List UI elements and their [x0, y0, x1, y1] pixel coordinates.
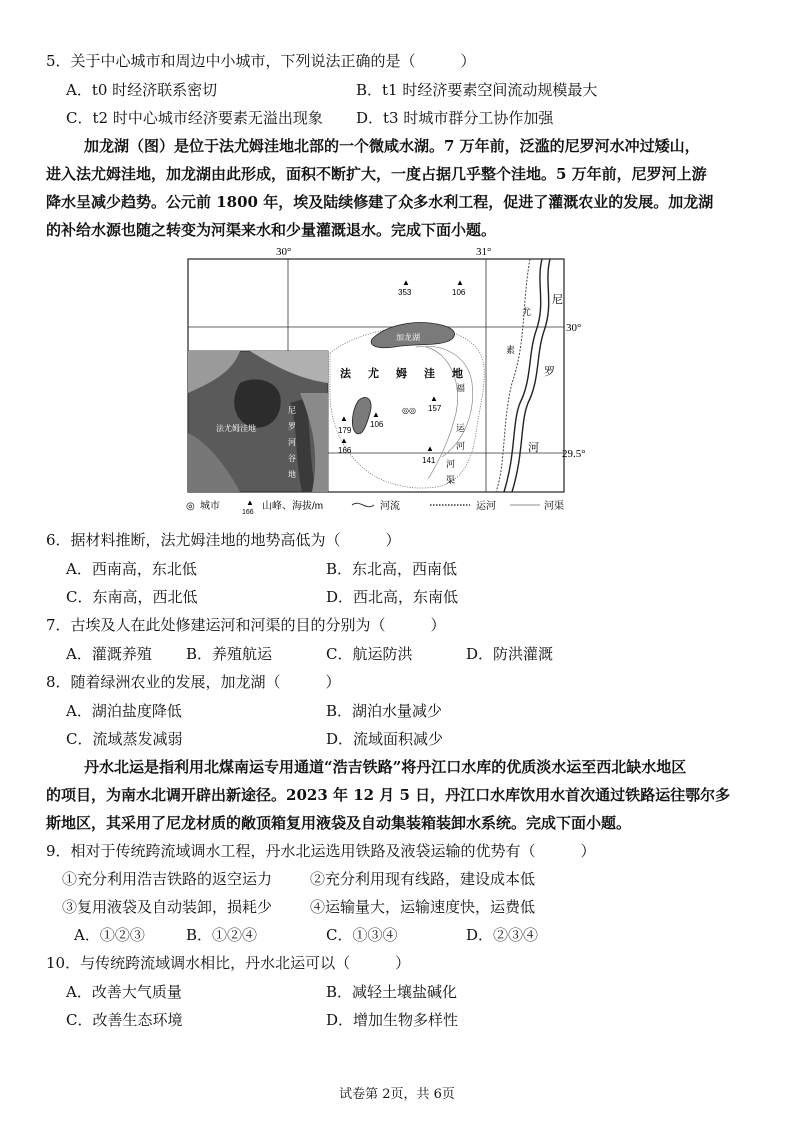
q10-option-b[interactable]: B．减轻土壤盐碱化 — [326, 983, 458, 1001]
q9-option-c[interactable]: C．①③④ — [326, 926, 398, 944]
city-icon: ◎◎ — [402, 406, 416, 415]
peak-141: 141 — [422, 456, 436, 465]
q6-option-b[interactable]: B．东北高，西南低 — [326, 560, 458, 578]
q5-option-c[interactable]: C．t2 时中心城市经济要素无溢出现象 — [66, 109, 323, 127]
q10-option-a[interactable]: A．改善大气质量 — [66, 983, 182, 1001]
q10-option-d[interactable]: D．增加生物多样性 — [326, 1011, 459, 1029]
q5-stem: 5．关于中心城市和周边中小城市，下列说法正确的是（ ） — [46, 52, 476, 70]
canal-label-3: 福 — [456, 383, 466, 393]
peak-triangle-icon: ▲ — [430, 394, 438, 403]
peak-triangle-icon: ▲ — [456, 278, 464, 287]
peak-157: 157 — [428, 404, 442, 413]
map-legend — [186, 498, 564, 515]
q9-option-a[interactable]: A．①②③ — [74, 926, 145, 944]
q8-option-a[interactable]: A．湖泊盐度降低 — [66, 702, 182, 720]
q8-stem: 8．随着绿洲农业的发展，加龙湖（ ） — [46, 673, 341, 691]
legend-peak-num: 166 — [242, 509, 254, 515]
legend-peak: 山峰、海拔/m — [262, 501, 324, 512]
inset-river-1: 尼 — [288, 406, 296, 415]
legend-river: 河流 — [380, 501, 400, 512]
legend-city: 城市 — [200, 501, 220, 512]
lat-label-top: 30° — [566, 322, 582, 334]
peak-179: 179 — [338, 426, 352, 435]
basin-label-1: 法 — [340, 368, 351, 380]
peak-triangle-icon: ▲ — [340, 436, 348, 445]
inset-river-2: 罗 — [288, 422, 296, 431]
nile-label-3: 河 — [528, 442, 539, 454]
canal-label-5: 河 — [456, 441, 466, 451]
q7-option-a[interactable]: A．灌溉养殖 — [66, 645, 152, 663]
peak-triangle-icon: ▲ — [426, 444, 434, 453]
q7-option-b[interactable]: B．养殖航运 — [186, 645, 273, 663]
q9-statement-2: ②充分利用现有线路，建设成本低 — [310, 870, 536, 888]
channel-label-2: 渠 — [446, 475, 456, 485]
passage2-line-3: 斯地区，其采用了尼龙材质的敞顶箱复用液袋及自动集装箱装卸水系统。完成下面小题。 — [46, 814, 632, 832]
legend-city-icon: ◎ — [186, 501, 195, 512]
inset-river-3: 河 — [288, 438, 296, 447]
q7-stem: 7．古埃及人在此处修建运河和河渠的目的分别为（ ） — [46, 616, 446, 634]
lon-label-right: 31° — [476, 246, 492, 258]
peak-106b: 106 — [370, 420, 384, 429]
inset-basin-label: 法尤姆洼地 — [216, 424, 256, 433]
peak-triangle-icon: ▲ — [372, 410, 380, 419]
basin-label-2: 尤 — [368, 368, 379, 380]
peak-triangle-icon: ▲ — [340, 414, 348, 423]
peak-106a: 106 — [452, 288, 466, 297]
q9-stem: 9．相对于传统跨流域调水工程，丹水北运选用铁路及液袋运输的优势有（ ） — [46, 842, 596, 860]
peak-353: 353 — [398, 288, 412, 297]
peak-166: 166 — [338, 446, 352, 455]
lon-label-left: 30° — [276, 246, 292, 258]
legend-canal: 运河 — [476, 501, 496, 512]
q5-option-d[interactable]: D．t3 时城市群分工协作加强 — [356, 109, 554, 127]
legend-channel: 河渠 — [544, 501, 564, 512]
q7-option-c[interactable]: C．航运防洪 — [326, 645, 413, 663]
canal-label-4: 运 — [456, 423, 466, 433]
inset-river-5: 地 — [288, 470, 296, 479]
nile-label-2: 罗 — [544, 366, 555, 378]
q9-statement-1: ①充分利用浩吉铁路的返空运力 — [62, 870, 273, 888]
q8-option-c[interactable]: C．流域蒸发减弱 — [66, 730, 183, 748]
nile-label-1: 尼 — [552, 294, 563, 306]
q6-option-a[interactable]: A．西南高，东北低 — [66, 560, 197, 578]
basin-label-5: 地 — [452, 368, 463, 380]
passage2-line-1: 丹水北运是指利用北煤南运专用通道“浩吉铁路”将丹江口水库的优质淡水运至西北缺水地区 — [84, 758, 687, 776]
legend-river-icon — [352, 503, 374, 506]
basin-label-3: 姆 — [396, 368, 407, 380]
q10-stem: 10．与传统跨流域调水相比，丹水北运可以（ ） — [46, 954, 411, 972]
q9-option-d[interactable]: D．②③④ — [466, 926, 539, 944]
q8-option-d[interactable]: D．流域面积减少 — [326, 730, 444, 748]
q9-statement-3: ③复用液袋及自动装卸，损耗少 — [62, 898, 273, 916]
passage2-line-2: 的项目，为南水北调开辟出新途径。2023 年 12 月 5 日，丹江口水库饮用水首次通过铁路运往鄂尔多 — [46, 786, 731, 804]
q5-option-b[interactable]: B．t1 时经济要素空间流动规模最大 — [356, 81, 598, 99]
q6-stem: 6．据材料推断，法尤姆洼地的地势高低为（ ） — [46, 531, 401, 549]
q7-option-d[interactable]: D．防洪灌溉 — [466, 645, 554, 663]
passage1-line-4: 的补给水源也随之转变为河渠来水和少量灌溉退水。完成下面小题。 — [46, 221, 497, 239]
basin-label-4: 洼 — [424, 368, 435, 380]
canal-label-1: 尤 — [522, 307, 532, 317]
q6-option-c[interactable]: C．东南高，西北低 — [66, 588, 198, 606]
lake-label: 加龙湖 — [396, 333, 420, 342]
canal-label-2: 素 — [506, 345, 516, 355]
fayum-map — [180, 243, 592, 515]
page-footer: 试卷第 2页，共 6页 — [339, 1087, 455, 1102]
channel-label-1: 河 — [446, 459, 456, 469]
inset-relief-image — [188, 351, 328, 492]
q9-statement-4: ④运输量大，运输速度快，运费低 — [310, 898, 536, 916]
passage1-line-2: 进入法尤姆洼地，加龙湖由此形成，面积不断扩大，一度占据几乎整个洼地。5 万年前，尼罗河上游 — [46, 165, 707, 183]
peak-triangle-icon: ▲ — [402, 278, 410, 287]
q10-option-c[interactable]: C．改善生态环境 — [66, 1011, 183, 1029]
q9-option-b[interactable]: B．①②④ — [186, 926, 258, 944]
lat-label-bottom: 29.5° — [562, 448, 586, 460]
legend-peak-icon: ▲ — [246, 498, 254, 507]
passage1-line-3: 降水呈减少趋势。公元前 1800 年，埃及陆续修建了众多水利工程，促进了灌溉农业的发展。加龙湖 — [46, 193, 714, 211]
inset-river-4: 谷 — [288, 454, 296, 463]
q6-option-d[interactable]: D．西北高，东南低 — [326, 588, 459, 606]
q8-option-b[interactable]: B．湖泊水量减少 — [326, 702, 443, 720]
passage1-line-1: 加龙湖（图）是位于法尤姆洼地北部的一个微咸水湖。7 万年前，泛滥的尼罗河水冲过矮山， — [84, 137, 700, 155]
q5-option-a[interactable]: A．t0 时经济联系密切 — [66, 81, 218, 99]
